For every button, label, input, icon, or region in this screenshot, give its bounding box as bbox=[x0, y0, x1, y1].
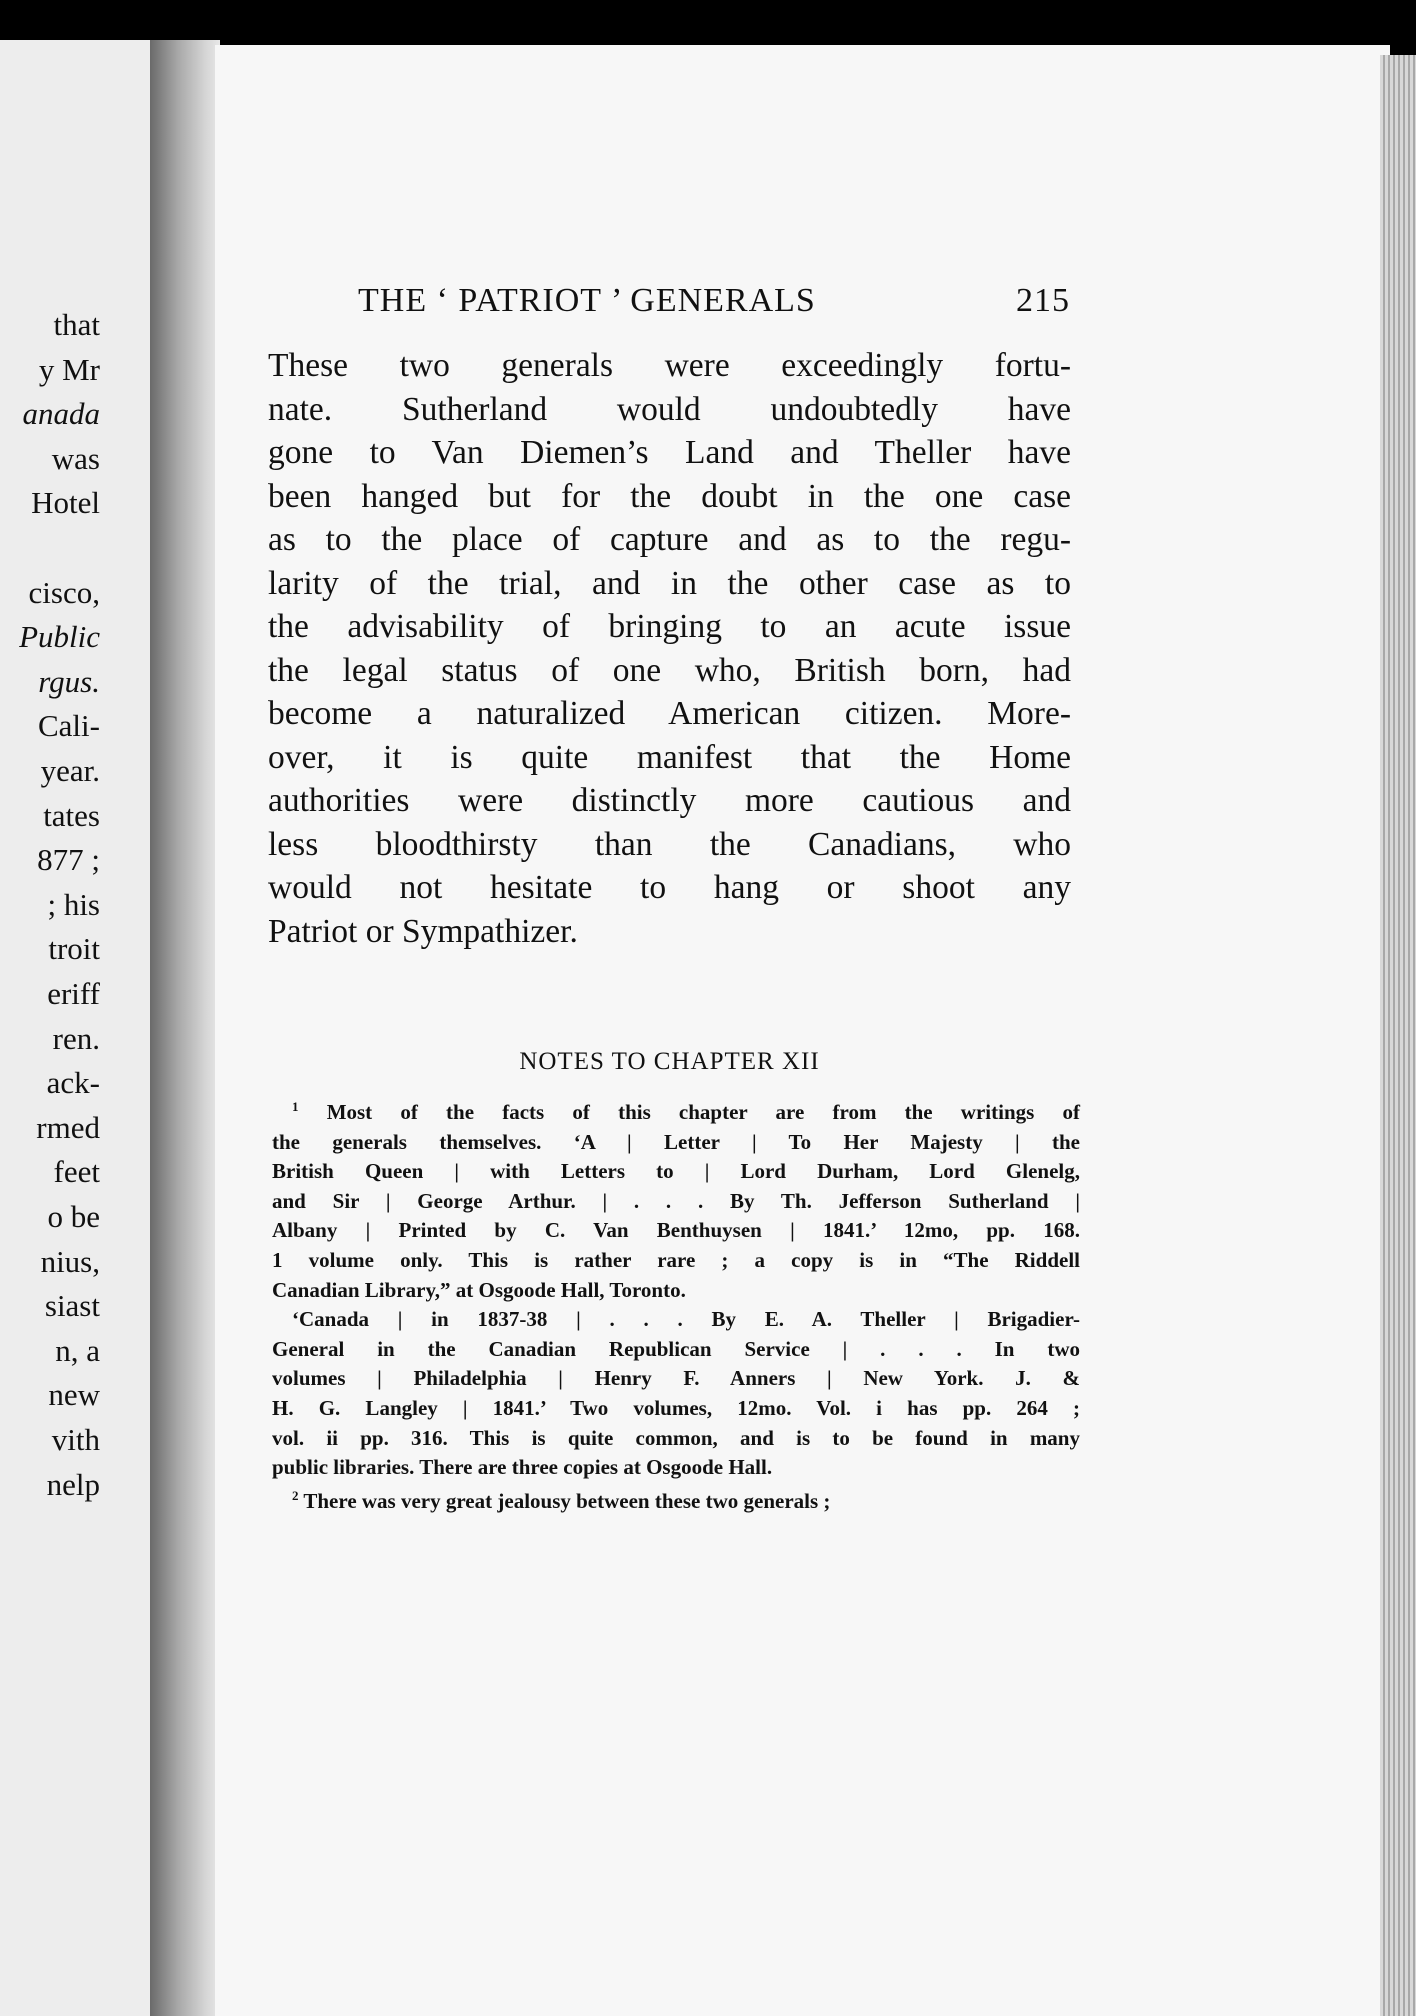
body-line: larity of the trial, and in the other case as to bbox=[268, 564, 1071, 602]
right-page bbox=[215, 45, 1390, 2016]
left-page-line: siast bbox=[44, 1288, 100, 1324]
book-gutter bbox=[150, 40, 220, 2016]
footnote-line: General in the Canadian Republican Service | . . . In two bbox=[272, 1336, 1080, 1361]
left-page-line: that bbox=[53, 307, 100, 342]
body-line: These two generals were exceedingly fortu- bbox=[268, 347, 1071, 384]
left-page-line: 877 ; bbox=[37, 842, 100, 878]
footnote-line: ‘Canada | in 1837-38 | . . . By E. A. Theller | Brigadier- bbox=[292, 1307, 1080, 1332]
left-page-line: cisco, bbox=[28, 574, 100, 610]
footnote-line: volumes | Philadelphia | Henry F. Anners | New York. J. & bbox=[272, 1366, 1080, 1391]
left-page-line: troit bbox=[48, 931, 100, 967]
body-line: less bloodthirsty than the Canadians, who bbox=[268, 825, 1071, 863]
footnote-line: Canadian Library,” at Osgoode Hall, Toronto. bbox=[272, 1277, 686, 1302]
left-page-line: new bbox=[48, 1377, 100, 1413]
footnote-line: H. G. Langley | 1841.’ Two volumes, 12mo. Vol. i has pp. 264 ; bbox=[272, 1395, 1080, 1420]
footnote-line bbox=[272, 1487, 1080, 1517]
left-page-line: was bbox=[51, 440, 100, 476]
left-page-line: ren. bbox=[52, 1020, 100, 1056]
left-page-line: Public bbox=[19, 619, 100, 655]
left-page-line: ack- bbox=[46, 1065, 100, 1101]
body-line: authorities were distinctly more cautious and bbox=[268, 782, 1071, 819]
left-page-line: ; his bbox=[47, 886, 100, 922]
footnote-line: public libraries. There are three copies at Osgoode Hall. bbox=[272, 1455, 773, 1480]
body-line: become a naturalized American citizen. More- bbox=[268, 695, 1071, 732]
left-page-line: rmed bbox=[36, 1109, 100, 1145]
left-page-line: anada bbox=[22, 396, 100, 432]
left-page-line: vith bbox=[51, 1422, 100, 1457]
page-edges bbox=[1380, 55, 1416, 2016]
footnote-line: the generals themselves. ‘A | Letter | To Her Majesty | the bbox=[272, 1129, 1080, 1154]
left-page-line: o be bbox=[47, 1199, 100, 1234]
left-page-line: nius, bbox=[40, 1243, 100, 1279]
body-line: Patriot or Sympathizer. bbox=[268, 912, 578, 950]
body-line: gone to Van Diemen’s Land and Theller have bbox=[268, 434, 1071, 471]
left-page-line: nelp bbox=[46, 1466, 100, 1502]
running-head bbox=[358, 282, 1070, 332]
left-page-line: feet bbox=[53, 1154, 100, 1190]
body-line: the legal status of one who, British born, had bbox=[268, 651, 1071, 689]
left-page-line: year. bbox=[40, 753, 100, 788]
body-line: over, it is quite manifest that the Home bbox=[268, 738, 1071, 776]
footnote-line: vol. ii pp. 316. This is quite common, and is to be found in many bbox=[272, 1425, 1080, 1450]
footnote-line bbox=[272, 1098, 1080, 1128]
left-page-line: tates bbox=[43, 797, 100, 833]
body-line: the advisability of bringing to an acute issue bbox=[268, 608, 1071, 645]
left-page-line: Cali- bbox=[38, 708, 100, 744]
body-line: been hanged but for the doubt in the one case bbox=[268, 477, 1071, 515]
left-page-line: eriff bbox=[47, 976, 100, 1011]
body-line: nate. Sutherland would undoubtedly have bbox=[268, 390, 1071, 428]
left-page-line: n, a bbox=[55, 1332, 100, 1368]
left-page-line: rgus. bbox=[38, 663, 100, 699]
footnotes bbox=[272, 1098, 1080, 1516]
left-page-line: y Mr bbox=[38, 351, 100, 387]
footnote-line: British Queen | with Letters to | Lord Durham, Lord Glenelg, bbox=[272, 1159, 1080, 1184]
footnote-line: 1 volume only. This is rather rare ; a copy is in “The Riddell bbox=[272, 1247, 1080, 1272]
footnote-line: and Sir | George Arthur. | . . . By Th. Jefferson Sutherland | bbox=[272, 1188, 1080, 1213]
page-number: 215 bbox=[1016, 282, 1070, 319]
footnote-mark: 2 bbox=[292, 1487, 299, 1503]
body-line: would not hesitate to hang or shoot any bbox=[268, 869, 1071, 906]
running-title: THE ‘ PATRIOT ’ GENERALS bbox=[358, 282, 816, 319]
footnote-line: Albany | Printed by C. Van Benthuysen | 1841.’ 12mo, pp. 168. bbox=[272, 1218, 1080, 1243]
left-page-line: Hotel bbox=[31, 485, 100, 521]
left-page bbox=[0, 40, 170, 2016]
notes-heading: NOTES TO CHAPTER XII bbox=[519, 1048, 820, 1075]
footnote-text: There was very great jealousy between these two generals ; bbox=[298, 1488, 831, 1513]
body-line: as to the place of capture and as to the regu- bbox=[268, 521, 1071, 558]
body-paragraph bbox=[268, 344, 1071, 953]
footnote-text: Most of the facts of this chapter are from the writings of bbox=[298, 1100, 1080, 1124]
footnote-mark: 1 bbox=[292, 1099, 299, 1114]
